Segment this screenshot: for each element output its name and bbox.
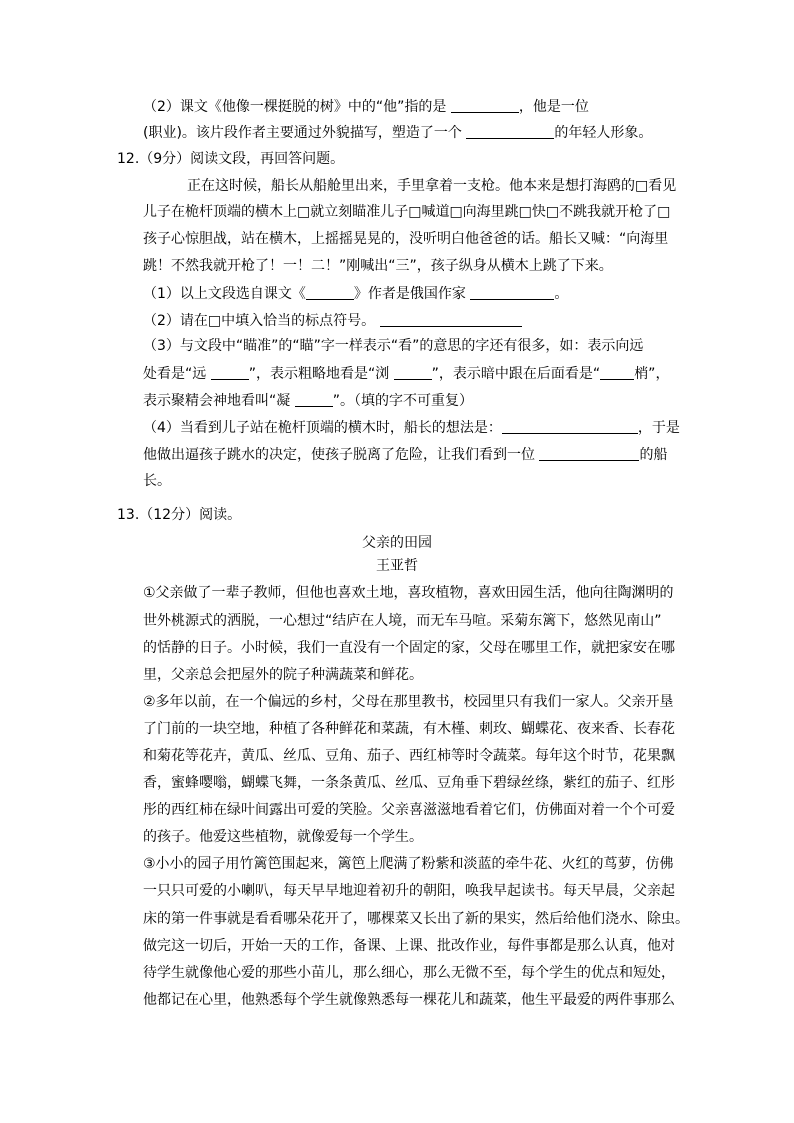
article-author: 王亚哲 xyxy=(376,558,418,574)
q12-sub4-line1 xyxy=(143,417,680,437)
article-para2-line: 了门前的一块空地，种植了各种鲜花和菜蔬，有木槿、刺玫、蝴蝶花、夜来香、长春花 xyxy=(143,721,675,737)
q12-sub3-line2 xyxy=(143,363,669,383)
q12-sub3-text: ”。（填的字不可重复） xyxy=(332,393,473,409)
q11-sub2-text: （2）课文《他像一棵挺脱的树》中的“他”指的是 xyxy=(143,99,451,115)
q12-sub4-line3: 长。 xyxy=(143,473,171,489)
article-para2-line: ②多年以前，在一个偏远的乡村，父母在那里教书，校园里只有我们一家人。父亲开垦 xyxy=(143,694,674,710)
article-para1-line: 里，父亲总会把屋外的院子种满蔬菜和鲜花。 xyxy=(143,667,423,683)
q12-sub3-line1: （3）与文段中“瞄准”的“瞄”字一样表示“看”的意思的字还有很多，如：表示向远 xyxy=(143,338,644,354)
q12-sub3-text: ”，表示暗中跟在后面看是“ xyxy=(431,366,601,382)
article-para3-line: 床的第一件事就是看看哪朵花开了，哪棵菜又长出了新的果实，然后给他们浇水、除虫。 xyxy=(143,911,689,927)
article-para3-line: 他都记在心里，他熟悉每个学生就像熟悉每一棵花儿和蔬菜，他生平最爱的两件事那么 xyxy=(143,992,675,1008)
q12-sub1-text: （1）以上文段选自课文《 xyxy=(143,286,306,302)
article-para2-line: 彤的西红柿在绿叶间露出可爱的笑脸。父亲喜滋滋地看着它们，仿佛面对着一个个可爱 xyxy=(143,802,675,818)
q11-sub2-text: 的年轻人形象。 xyxy=(554,125,653,141)
q12-sub4-text: 他做出逼孩子跳水的决定，使孩子脱离了危险，让我们看到一位 xyxy=(143,447,540,463)
article-para3-line: ③小小的园子用竹篱笆围起来，篱笆上爬满了粉紫和淡蓝的牵牛花、火红的茑萝，仿佛 xyxy=(143,856,674,872)
answer-blank[interactable] xyxy=(380,312,522,327)
answer-blank[interactable] xyxy=(306,285,354,300)
article-title: 父亲的田园 xyxy=(362,535,432,551)
q12-sub4-text: （4）当看到儿子站在桅杆顶端的横木时，船长的想法是： xyxy=(143,420,502,436)
article-para3-line: 一只只可爱的小喇叭，每天早早地迎着初升的朝阳，唤我早起读书。每天早晨，父亲起 xyxy=(143,883,675,899)
answer-blank[interactable] xyxy=(470,285,554,300)
article-para2-line: 和菊花等花卉，黄瓜、丝瓜、豆角、茄子、西红柿等时令蔬菜。每年这个时节，花果飘 xyxy=(143,748,675,764)
q12-passage-line: 正在这时候，船长从船舱里出来，手里拿着一支枪。他本来是想打海鸥的□看见 xyxy=(187,178,677,194)
answer-blank[interactable] xyxy=(539,446,639,461)
q12-passage-line: 儿子在桅杆顶端的横木上□就立刻瞄准儿子□喊道□向海里跳□快□不跳我就开枪了□ xyxy=(143,204,671,220)
q12-sub3-text: 表示聚精会神地看叫“凝 xyxy=(143,393,295,409)
q12-sub2 xyxy=(143,310,522,330)
q12-sub3-line3 xyxy=(143,390,473,410)
q12-passage-line: 孩子心惊胆战，站在横木，上摇摇晃晃的，没听明白他爸爸的话。船长又喊：“向海里 xyxy=(143,231,669,247)
q12-sub4-text: 的船 xyxy=(639,447,668,463)
article-para2-line: 的孩子。他爱这些植物，就像爱每一个学生。 xyxy=(143,829,423,845)
article-para1-line: ①父亲做了一辈子教师，但他也喜欢土地，喜玫植物，喜欢田园生活，他向往陶渊明的 xyxy=(143,585,674,601)
q11-sub2-text: (职业)。该片段作者主要通过外貌描写，塑造了一个 xyxy=(143,125,467,141)
q11-sub2-line2 xyxy=(143,122,652,142)
answer-blank[interactable] xyxy=(211,365,249,380)
q12-sub1-text: 》作者是俄国作家 xyxy=(353,286,471,302)
q12-sub3-text: ”，表示粗略地看是“浏 xyxy=(248,366,394,382)
answer-blank[interactable] xyxy=(295,392,333,407)
answer-blank[interactable] xyxy=(502,419,638,434)
q12-sub4-text: ，于是 xyxy=(637,420,680,436)
answer-blank[interactable] xyxy=(394,365,432,380)
q11-sub2-text: ，他是一位 xyxy=(518,99,589,115)
q12-sub3-text: 处看是“远 xyxy=(143,366,211,382)
q12-sub1 xyxy=(143,283,568,303)
q12-sub3-text: 梢”， xyxy=(634,366,670,382)
answer-blank[interactable] xyxy=(451,98,519,113)
article-para2-line: 香，蜜蜂嘤嗡，蝴蝶飞舞，一条条黄瓜、丝瓜、豆角垂下碧绿丝绦，紫红的茄子、红彤 xyxy=(143,775,675,791)
q13-header: 13.（12分）阅读。 xyxy=(117,507,242,523)
q12-sub1-text: 。 xyxy=(554,286,569,302)
q11-sub2-line1 xyxy=(143,96,589,116)
q12-header: 12.（9分）阅读文段，再回答问题。 xyxy=(117,151,345,167)
article-para3-line: 做完这一切后，开始一天的工作，备课、上课、批改作业，每件事都是那么认真，他对 xyxy=(143,938,675,954)
q12-sub4-line2 xyxy=(143,444,667,464)
q12-passage-line: 跳！不然我就开枪了！一！二！”刚喊出“三”，孩子纵身从横木上跳了下来。 xyxy=(143,258,613,274)
article-para3-line: 待学生就像他心爱的那些小苗儿，那么细心，那么无微不至，每个学生的优点和短处， xyxy=(143,965,675,981)
answer-blank[interactable] xyxy=(466,124,554,139)
article-para1-line: 的恬静的日子。小时候，我们一直没有一个固定的家，父母在哪里工作，就把家安在哪 xyxy=(143,640,675,656)
article-para1-line: 世外桃源式的洒脱，一心想过“结庐在人境，而无车马喧。采菊东篱下，悠然见南山” xyxy=(143,613,662,629)
q12-sub2-text: （2）请在□中填入恰当的标点符号。 xyxy=(143,313,380,329)
answer-blank[interactable] xyxy=(600,365,634,380)
